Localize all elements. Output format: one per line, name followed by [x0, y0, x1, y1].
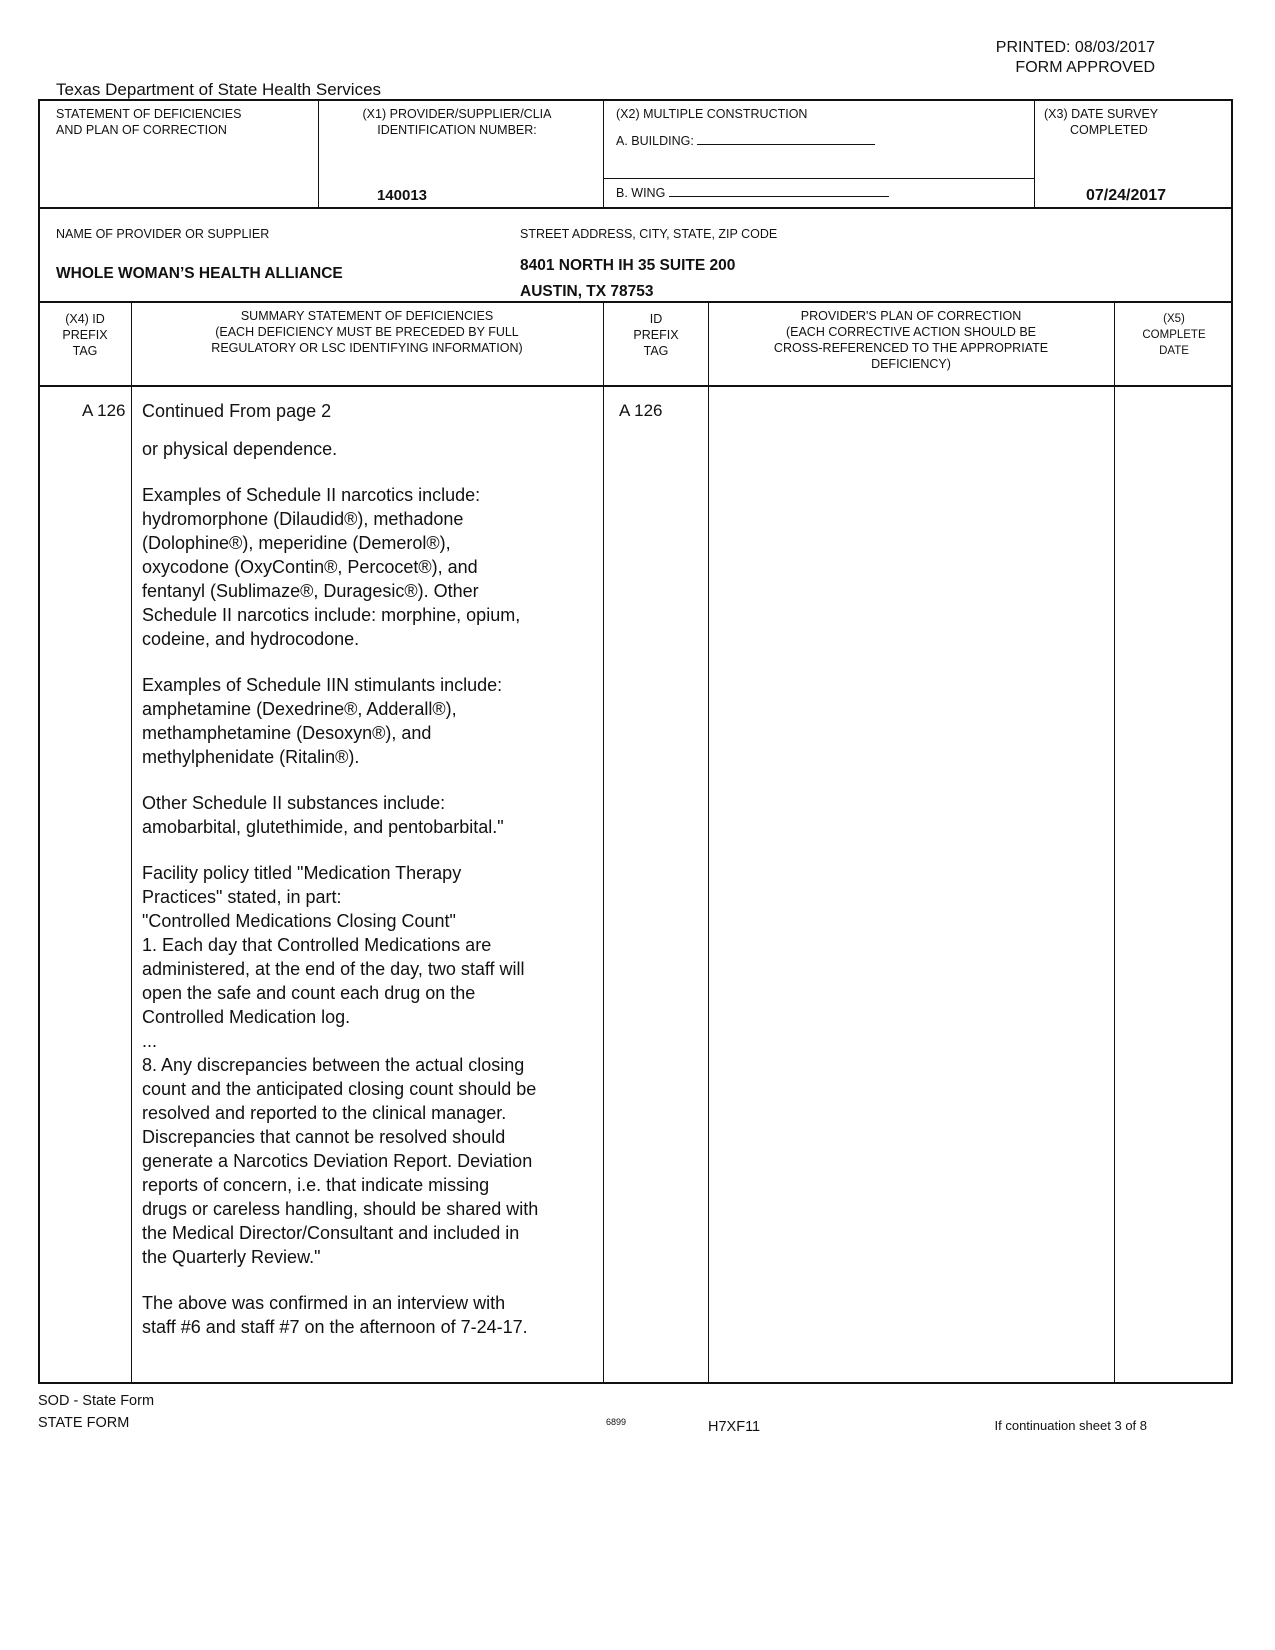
- statement-label: STATEMENT OF DEFICIENCIES AND PLAN OF CORRECTION: [56, 107, 242, 137]
- continuation-sheet: If continuation sheet 3 of 8: [994, 1418, 1147, 1433]
- right-prefix-tag: A 126: [619, 401, 663, 420]
- state-form-label: STATE FORM: [38, 1415, 130, 1431]
- paragraph: Other Schedule II substances include: amobarbital, glutethimide, and pentobarbital.": [142, 793, 504, 837]
- summary-header: SUMMARY STATEMENT OF DEFICIENCIES (EACH DEFICIENCY MUST BE PRECEDED BY FULL REGULATORY OR LSC IDENTIFYING INFORMATION): [211, 309, 523, 355]
- deficiency-text: [142, 437, 597, 1361]
- x3-label: (X3) DATE SURVEY COMPLETED: [1044, 107, 1159, 137]
- paragraph: Examples of Schedule II narcotics include: hydromorphone (Dilaudid®), methadone (Dolophine®), meperidine (Demerol®), oxycodone (OxyContin®, Percocet®), and fentanyl (Sublimaze®, Duragesic®). Other Schedule II narcotics include: morphine, opium, codeine, and hydrocodone.: [142, 485, 521, 649]
- event-id: H7XF11: [708, 1419, 761, 1435]
- paragraph: or physical dependence.: [142, 439, 338, 459]
- form-approved: FORM APPROVED: [1015, 59, 1155, 76]
- printed-date: PRINTED: 08/03/2017: [995, 39, 1155, 56]
- building-field: A. BUILDING:: [616, 132, 875, 149]
- print-info: [996, 38, 1155, 78]
- agency-title: Texas Department of State Health Services: [56, 80, 382, 99]
- left-prefix-tag: A 126: [82, 401, 126, 420]
- x5-header: (X5) COMPLETE DATE: [1142, 313, 1206, 357]
- id-header: ID PREFIX TAG: [633, 312, 679, 358]
- wing-field: B. WING: [616, 184, 889, 201]
- x1-label: (X1) PROVIDER/SUPPLIER/CLIA IDENTIFICATION NUMBER:: [362, 107, 552, 137]
- paragraph: Examples of Schedule IIN stimulants include: amphetamine (Dexedrine®, Adderall®), methamphetamine (Desoxyn®), and methylphenidate (Ritalin®).: [142, 675, 503, 767]
- paragraph: The above was confirmed in an interview with staff #6 and staff #7 on the afternoon of 7-24-17.: [142, 1293, 528, 1337]
- provider-name-label: NAME OF PROVIDER OR SUPPLIER: [56, 227, 270, 241]
- paragraph: Facility policy titled "Medication Therapy Practices" stated, in part: "Controlled Medications Closing Count" 1. Each day that Controlled Medications are administered, at the end of the day, two staff will open the safe and count each drug on the Controlled Medication log. ... 8. Any discrepancies between the actual closing count and the anticipated closing count should be resolved and reported to the clinical manager. Discrepancies that cannot be resolved should generate a Narcotics Deviation Report. Deviation reports of concern, i.e. that indicate missing drugs or careless handling, should be shared with the Medical Director/Consultant and included in the Quarterly Review.": [142, 863, 539, 1267]
- provider-name: WHOLE WOMAN’S HEALTH ALLIANCE: [56, 265, 343, 282]
- plan-header: PROVIDER'S PLAN OF CORRECTION (EACH CORRECTIVE ACTION SHOULD BE CROSS-REFERENCED TO THE APPROPRIATE DEFICIENCY): [773, 309, 1049, 371]
- sod-label: SOD - State Form: [38, 1393, 155, 1409]
- continued-heading: Continued From page 2: [142, 401, 332, 421]
- form-code: 6899: [606, 1417, 627, 1427]
- provider-id: 140013: [376, 187, 428, 204]
- provider-address: 8401 NORTH IH 35 SUITE 200 AUSTIN, TX 78753: [520, 257, 736, 300]
- x2-label: (X2) MULTIPLE CONSTRUCTION: [616, 107, 808, 121]
- x4-header: (X4) ID PREFIX TAG: [62, 312, 108, 358]
- survey-date: 07/24/2017: [1086, 187, 1167, 204]
- address-label: STREET ADDRESS, CITY, STATE, ZIP CODE: [520, 227, 778, 241]
